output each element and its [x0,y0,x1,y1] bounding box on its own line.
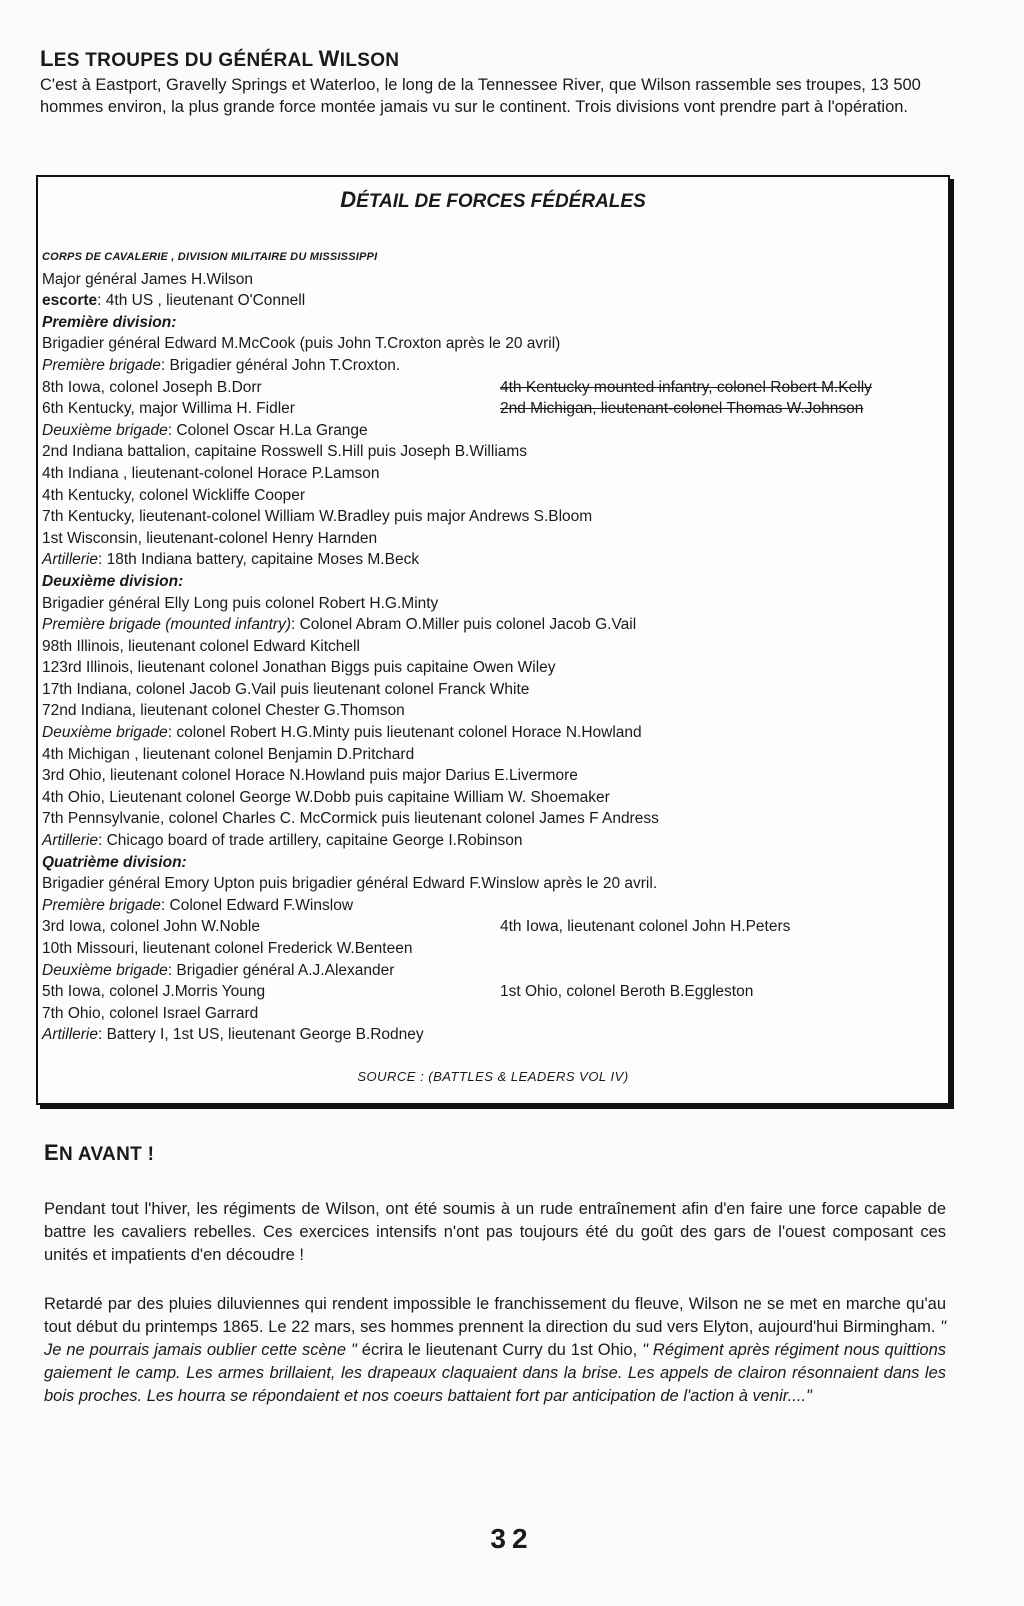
roster-text: 8th Iowa, colonel Joseph B.Dorr [42,378,262,396]
roster-text: 98th Illinois, lieutenant colonel Edward Kitchell [42,637,360,655]
roster-text-right: 2nd Michigan, lieutenant-colonel Thomas W.Johnson [500,400,864,418]
roster-text-right: 4th Kentucky mounted infantry, colonel Robert M.Kelly [500,378,872,396]
roster-line [42,528,942,550]
roster-label: escorte [42,292,98,310]
roster-text: : 18th Indiana battery, capitaine Moses M.Beck [97,551,420,569]
roster-text-right: 4th Iowa, lieutenant colonel John H.Peters [500,918,791,936]
roster-text: : 4th US , lieutenant O'Connell [97,292,306,310]
roster-line [42,981,942,1003]
roster-text: Major général James H.Wilson [42,270,254,288]
roster-line [42,269,942,291]
roster-text: 72nd Indiana, lieutenant colonel Chester G.Thomson [42,702,405,720]
division-heading: Quatrième division: [42,853,187,871]
roster-text: 123rd Illinois, lieutenant colonel Jonathan Biggs puis capitaine Owen Wiley [42,659,556,677]
roster-line [42,290,942,312]
roster-text: : Chicago board of trade artillery, capitaine George I.Robinson [97,832,523,850]
roster-text: 10th Missouri, lieutenant colonel Frederick W.Benteen [42,940,413,957]
roster-line [42,636,942,658]
roster-line [42,873,942,895]
roster-line [42,895,942,917]
quote-curry-2: " Régiment après régiment nous quittions gaiement le camp. Les armes brillaient, les drapeaux claquaient dans la brise. Les appels de clairon résonnaient dans les bois proches. Les hourra se répondaient et nos coeurs battaient fort par anticipation de l'action à venir...." [44,1341,946,1405]
roster-line [42,1024,942,1046]
roster-line [42,916,942,938]
roster-text: : colonel Robert H.G.Minty puis lieutenant colonel Horace N.Howland [167,724,642,742]
roster-line [42,808,942,830]
roster-line [42,420,942,442]
roster-text: 2nd Indiana battalion, capitaine Rosswell S.Hill puis Joseph B.Williams [42,443,528,461]
roster-line [42,333,942,355]
roster-text-right: 1st Ohio, colonel Beroth B.Eggleston [500,983,754,1001]
roster-text: 6th Kentucky, major Willima H. Fidler [42,400,295,418]
quote-curry-1: " Je ne pourrais jamais oublier cette scène " [44,1318,946,1359]
roster-line [42,377,942,399]
paragraph-retarde [44,1293,946,1408]
roster-line [42,938,942,960]
roster-line [42,355,942,377]
roster-text: 4th Indiana , lieutenant-colonel Horace P.Lamson [42,464,380,482]
roster-line [42,830,942,852]
roster-text: : Brigadier général John T.Croxton. [160,356,401,374]
roster-line [42,593,942,615]
brigade-label: Artillerie [42,1026,98,1044]
box-title: DÉTAIL DE FORCES FÉDÉRALES [340,187,646,212]
division-heading: Deuxième division: [42,572,184,590]
intro-paragraph: C'est à Eastport, Gravelly Springs et Waterloo, le long de la Tennessee River, que Wilson rassemble ses troupes, 13 500 hommes environ, la plus grande force montée jamais vu sur le continent. Trois divisions vont prendre part à l'opération. [40,76,921,116]
roster-text: : Battery I, 1st US, lieutenant George B.Rodney [97,1026,424,1044]
roster-line [42,960,942,982]
roster-line [42,679,942,701]
roster-text: Brigadier général Emory Upton puis brigadier général Edward F.Winslow après le 20 avril. [42,875,658,893]
roster-text: Brigadier général Edward M.McCook (puis John T.Croxton après le 20 avril) [42,335,561,353]
roster-line [42,398,942,420]
roster-text: : Colonel Abram O.Miller puis colonel Jacob G.Vail [290,616,637,634]
brigade-label: Première brigade [42,896,161,914]
paragraph-retarde-attribution: écrira le lieutenant Curry du 1st Ohio, [356,1341,643,1359]
federal-forces-box [36,175,950,1105]
brigade-label: Première brigade (mounted infantry) [42,616,291,634]
brigade-label: Deuxième brigade [42,724,168,742]
roster-text: 17th Indiana, colonel Jacob G.Vail puis lieutenant colonel Franck White [42,680,530,698]
roster-line [42,787,942,809]
roster-text: 3rd Ohio, lieutenant colonel Horace N.Howland puis major Darius E.Livermore [42,767,578,785]
roster-line [42,506,942,528]
page-number: 32 [490,1523,534,1554]
roster-text: 3rd Iowa, colonel John W.Noble [42,918,260,936]
roster-line [42,765,942,787]
roster-line [42,722,942,744]
roster-text: 1st Wisconsin, lieutenant-colonel Henry Harnden [42,529,378,547]
roster-text: : Brigadier général A.J.Alexander [167,961,395,979]
roster-line [42,1003,942,1025]
roster-text: 5th Iowa, colonel J.Morris Young [42,983,266,1001]
roster-line [42,549,942,571]
roster-text: : Colonel Edward F.Winslow [160,896,354,914]
roster-text: 7th Ohio, colonel Israel Garrard [42,1004,259,1022]
roster-text: 4th Kentucky, colonel Wickliffe Cooper [42,486,306,504]
roster-text: : Colonel Oscar H.La Grange [167,421,368,439]
paragraph-hiver: Pendant tout l'hiver, les régiments de Wilson, ont été soumis à un rude entraînement afin d'en faire une force capable de battre les cavaliers rebelles. Ces exercices intensifs n'ont pas toujours été du goût des gars de l'ouest composant ces unités et impatients d'en découdre ! [44,1200,946,1264]
section-title-troupes: LES TROUPES DU GÉNÉRAL WILSON [40,46,400,71]
section-title-en-avant: EN AVANT ! [44,1140,155,1165]
roster-list [42,247,942,1046]
roster-text: 7th Kentucky, lieutenant-colonel William W.Bradley puis major Andrews S.Bloom [42,508,593,526]
brigade-label: Artillerie [42,832,98,850]
roster-line [42,485,942,507]
roster-text: 4th Ohio, Lieutenant colonel George W.Dobb puis capitaine William W. Shoemaker [42,788,610,806]
roster-line [42,463,942,485]
roster-line [42,657,942,679]
corps-heading: CORPS DE CAVALERIE , DIVISION MILITAIRE DU MISSISSIPPI [42,251,378,263]
roster-line [42,441,942,463]
paragraph-retarde-text: Retardé par des pluies diluviennes qui rendent impossible le franchissement du fleuve, Wilson ne se met en marche qu'au tout début du printemps 1865. Le 22 mars, ses hommes prennent la direction du sud vers Elyton, aujourd'hui Birmingham. [44,1295,946,1336]
brigade-label: Artillerie [42,551,98,569]
roster-line [42,614,942,636]
roster-text: Brigadier général Elly Long puis colonel Robert H.G.Minty [42,594,439,612]
roster-line [42,744,942,766]
source-credit: SOURCE : (BATTLES & LEADERS VOL IV) [357,1069,629,1084]
brigade-label: Première brigade [42,356,161,374]
roster-text: 7th Pennsylvanie, colonel Charles C. McCormick puis lieutenant colonel James F Andress [42,810,659,828]
division-heading: Première division: [42,313,177,331]
brigade-label: Deuxième brigade [42,421,168,439]
brigade-label: Deuxième brigade [42,961,168,979]
roster-line [42,700,942,722]
roster-text: 4th Michigan , lieutenant colonel Benjamin D.Pritchard [42,745,415,763]
